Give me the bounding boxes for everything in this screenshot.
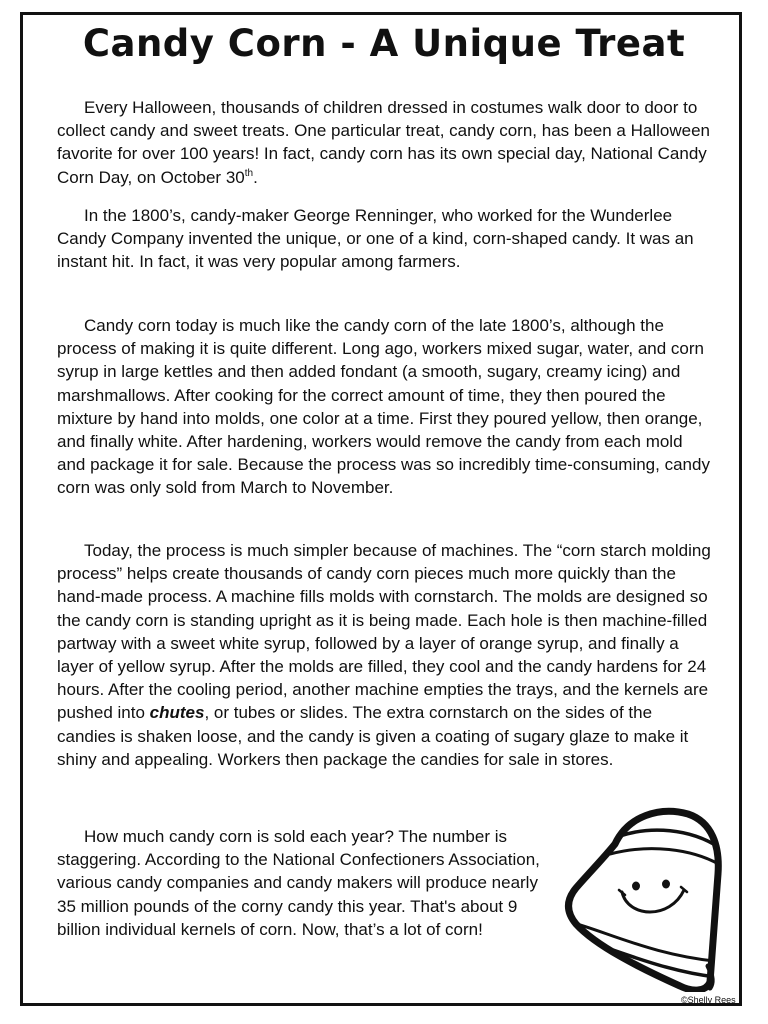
candy-outline <box>569 811 719 990</box>
paragraph-1-end: . <box>253 167 258 187</box>
candy-corn-smiley-icon <box>560 796 730 992</box>
right-eye <box>662 880 670 889</box>
page-title: Candy Corn - A Unique Treat <box>82 22 686 65</box>
ordinal-suffix: th <box>244 167 254 179</box>
paragraph-1 <box>57 96 712 189</box>
vocabulary-term: chutes <box>149 703 205 723</box>
paragraph-2: In the 1800’s, candy-maker George Renninger, who worked for the Wunderlee Candy Company invented the unique, or one of a kind, corn-shaped candy. It was an instant hit. In fact, it was very popular among farmers. <box>57 206 694 272</box>
left-eye <box>632 882 640 891</box>
paragraph-1-text: Every Halloween, thousands of children dressed in costumes walk door to door to collect candy and sweet treats. One particular treat, candy corn, has been a Halloween favorite for over 100 years! In fact, candy corn has its own special day, National Candy Corn Day, on October 30 <box>57 98 710 187</box>
paragraph-4-before: Today, the process is much simpler because of machines. The “corn starch molding process” helps create thousands of candy corn pieces much more quickly than the hand-made process. A machine fills molds with cornstarch. The molds are designed so the candy corn is standing upright as it is being made. Each hole is then machine-filled partway with a sweet white syrup, followed by a layer of orange syrup, and finally a layer of yellow syrup. After the molds are filled, they cool and the candy hardens for 24 hours. After the cooling period, another machine empties the trays, and the kernels are pushed into <box>57 541 711 723</box>
paragraph-4 <box>57 539 712 771</box>
paragraph-5: How much candy corn is sold each year? The number is staggering. According to the National Confectioners Association, various candy companies and candy makers will produce nearly 35 million pounds of the corny candy this year. That's about 9 billion individual kernels of corn. Now, that’s a lot of corn! <box>57 827 540 939</box>
paragraph-3: Candy corn today is much like the candy corn of the late 1800’s, although the process of making it is quite different. Long ago, workers mixed sugar, water, and corn syrup in large kettles and then added fondant (a smooth, sugary, creamy icing) and marshmallows. After cooking for the correct amount of time, they then poured the mixture by hand into molds, one color at a time. First they poured yellow, then orange, and finally white. After hardening, workers would remove the candy from each mold and package it for sale. Because the process was so incredibly time-consuming, candy corn was only sold from March to November. <box>57 316 710 498</box>
paragraph-4-after: , or tubes or slides. The extra cornstarch on the sides of the candies is shaken loose, and the candy is given a coating of sugary glaze to make it shiny and appealing. Workers then package the candies for sale in stores. <box>57 703 689 769</box>
copyright-credit: ©Shelly Rees <box>681 995 736 1005</box>
